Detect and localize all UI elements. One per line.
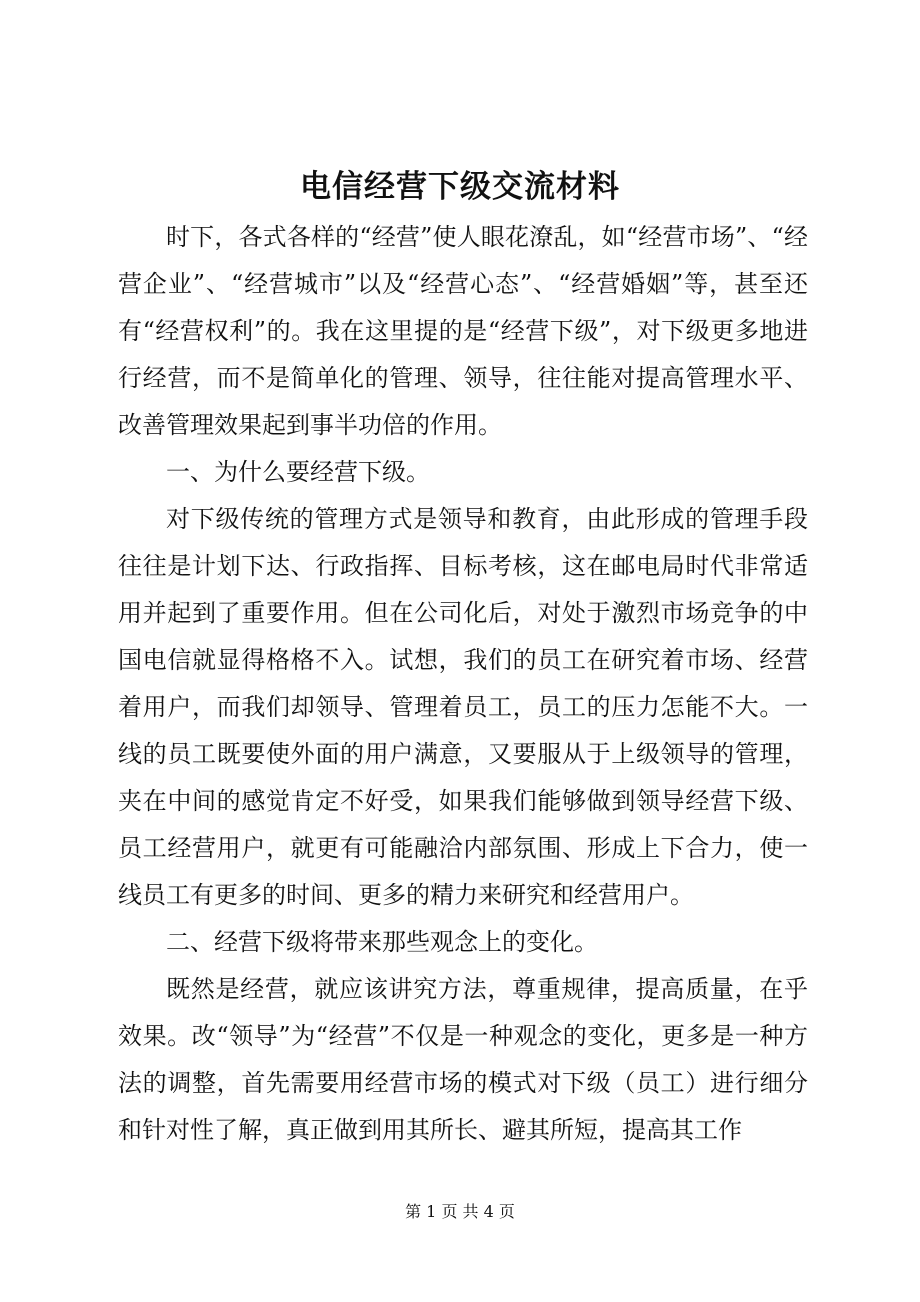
section-heading-1: 一、为什么要经营下级。 bbox=[166, 458, 430, 486]
paragraph-section-2: 既然是经营，就应该讲究方法，尊重规律，提高质量，在乎效果。改“领导”为“经营”不仅是一种观念的变化，更多是一种方法的调整，首先需要用经营市场的模式对下级（员工）进行细分和针对性了解，真正做到用其所长、避其所短，提高其工作 bbox=[118, 975, 808, 1144]
document-title: 电信经营下级交流材料 bbox=[300, 169, 620, 205]
section-heading-2: 二、经营下级将带来那些观念上的变化。 bbox=[166, 928, 598, 956]
paragraph-section-1: 对下级传统的管理方式是领导和教育，由此形成的管理手段往往是计划下达、行政指挥、目标考核，这在邮电局时代非常适用并起到了重要作用。但在公司化后，对处于激烈市场竞争的中国电信就显得格格不入。试想，我们的员工在研究着市场、经营着用户，而我们却领导、管理着员工，员工的压力怎能不大。一线的员工既要使外面的用户满意，又要服从于上级领导的管理，夹在中间的感觉肯定不好受，如果我们能够做到领导经营下级、员工经营用户，就更有可能融洽内部氛围、形成上下合力，使一线员工有更多的时间、更多的精力来研究和经营用户。 bbox=[118, 505, 808, 909]
paragraph-intro: 时下，各式各样的“经营”使人眼花潦乱，如“经营市场”、“经营企业”、“经营城市”以及“经营心态”、“经营婚姻”等，甚至还有“经营权利”的。我在这里提的是“经营下级”，对下级更多地进行经营，而不是简单化的管理、领导，往往能对提高管理水平、改善管理效果起到事半功倍的作用。 bbox=[118, 223, 808, 439]
page-footer: 第 1 页 共 4 页 bbox=[405, 1202, 515, 1221]
document-body bbox=[118, 214, 808, 1154]
